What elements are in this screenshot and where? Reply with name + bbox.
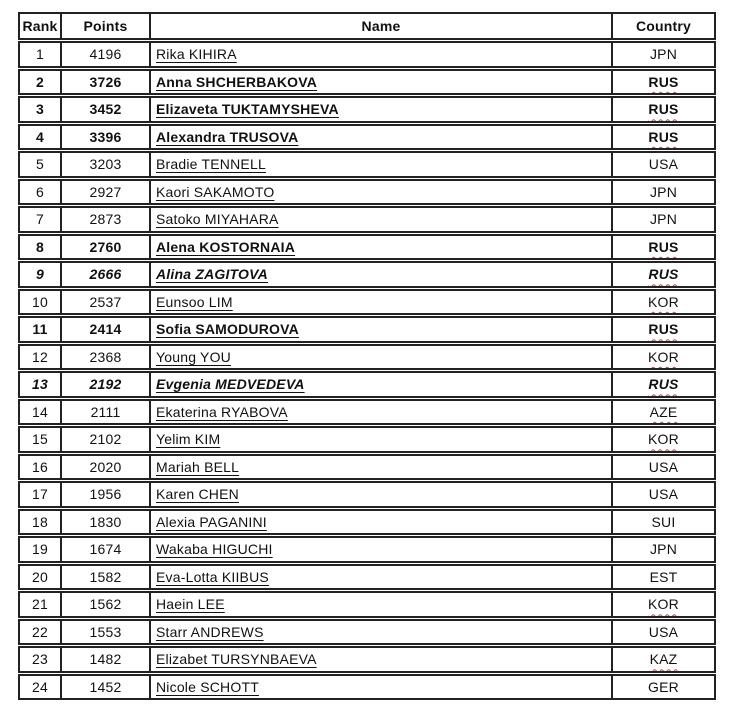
skater-name-link[interactable]: Anna SHCHERBAKOVA [156, 73, 318, 90]
country-cell [613, 593, 714, 616]
table-header-row [18, 12, 716, 40]
country-cell [613, 263, 714, 286]
rank-cell: 21 [20, 593, 62, 616]
points-cell: 1674 [62, 538, 151, 561]
country-cell [613, 621, 714, 644]
skater-name-link[interactable]: Eva-Lotta KIIBUS [156, 568, 269, 585]
rank-cell: 22 [20, 621, 62, 644]
country-cell [613, 346, 714, 369]
country-cell [613, 291, 714, 314]
country-code: RUS [648, 101, 679, 118]
points-cell: 3203 [62, 153, 151, 176]
rank-cell: 17 [20, 483, 62, 506]
points-cell: 2020 [62, 456, 151, 479]
country-cell [613, 71, 714, 94]
table-row [18, 316, 716, 343]
table-row [18, 206, 716, 233]
rank-cell: 2 [20, 71, 62, 94]
skater-name-link[interactable]: Ekaterina RYABOVA [156, 403, 288, 420]
points-cell: 1553 [62, 621, 151, 644]
table-row [18, 454, 716, 481]
skater-name-link[interactable]: Starr ANDREWS [156, 623, 264, 640]
header-rank: Rank [20, 14, 62, 38]
points-cell: 1562 [62, 593, 151, 616]
rank-cell: 8 [20, 236, 62, 259]
points-cell: 1452 [62, 676, 151, 699]
table-row [18, 536, 716, 563]
country-code: USA [648, 458, 679, 475]
name-cell [151, 126, 613, 149]
country-code: JPN [649, 541, 678, 558]
table-row [18, 41, 716, 68]
name-cell [151, 373, 613, 396]
points-cell: 3452 [62, 98, 151, 121]
country-code: JPN [649, 183, 678, 200]
country-code: RUS [648, 73, 679, 90]
country-cell [613, 126, 714, 149]
country-cell [613, 98, 714, 121]
skater-name-link[interactable]: Wakaba HIGUCHI [156, 541, 273, 558]
country-code: KOR [648, 293, 679, 310]
table-row [18, 564, 716, 591]
table-row [18, 674, 716, 701]
table-row [18, 371, 716, 398]
skater-name-link[interactable]: Elizaveta TUKTAMYSHEVA [156, 101, 339, 118]
skater-name-link[interactable]: Nicole SCHOTT [156, 678, 259, 695]
skater-name-link[interactable]: Karen CHEN [156, 486, 239, 503]
name-cell [151, 181, 613, 204]
country-cell [613, 538, 714, 561]
rank-cell: 16 [20, 456, 62, 479]
skater-name-link[interactable]: Eunsoo LIM [156, 293, 233, 310]
rank-cell: 1 [20, 43, 62, 66]
country-code: JPN [649, 46, 678, 63]
name-cell [151, 428, 613, 451]
name-cell [151, 318, 613, 341]
country-code: RUS [648, 238, 679, 255]
points-cell: 4196 [62, 43, 151, 66]
table-row [18, 344, 716, 371]
country-code: RUS [648, 321, 679, 338]
name-cell [151, 43, 613, 66]
country-code: RUS [648, 128, 679, 145]
name-cell [151, 648, 613, 671]
name-cell [151, 153, 613, 176]
points-cell: 2102 [62, 428, 151, 451]
rank-cell: 3 [20, 98, 62, 121]
country-code: USA [648, 156, 679, 173]
points-cell: 3396 [62, 126, 151, 149]
rank-cell: 4 [20, 126, 62, 149]
skater-name-link[interactable]: Alena KOSTORNAIA [156, 238, 296, 255]
skater-name-link[interactable]: Young YOU [156, 348, 231, 365]
country-cell [613, 236, 714, 259]
rank-cell: 14 [20, 401, 62, 424]
header-country: Country [635, 18, 692, 34]
country-code: KAZ [649, 651, 678, 668]
country-code: SUI [651, 513, 676, 530]
rank-cell: 12 [20, 346, 62, 369]
table-row [18, 124, 716, 151]
table-row [18, 234, 716, 261]
table-row [18, 261, 716, 288]
points-cell: 2414 [62, 318, 151, 341]
points-cell: 2537 [62, 291, 151, 314]
rank-cell: 6 [20, 181, 62, 204]
skater-name-link[interactable]: Rika KIHIRA [156, 46, 237, 63]
points-cell: 2111 [62, 401, 151, 424]
rank-cell: 23 [20, 648, 62, 671]
name-cell [151, 538, 613, 561]
points-cell: 2760 [62, 236, 151, 259]
name-cell [151, 346, 613, 369]
standings-table [18, 12, 716, 701]
table-row [18, 619, 716, 646]
table-body [18, 41, 716, 700]
table-row [18, 69, 716, 96]
table-row [18, 646, 716, 673]
country-cell [613, 153, 714, 176]
country-cell [613, 511, 714, 534]
table-row [18, 289, 716, 316]
country-cell [613, 648, 714, 671]
country-code: KOR [648, 596, 679, 613]
country-code: RUS [648, 266, 679, 283]
name-cell [151, 456, 613, 479]
table-row [18, 151, 716, 178]
name-cell [151, 593, 613, 616]
table-row [18, 591, 716, 618]
skater-name-link[interactable]: Sofia SAMODUROVA [156, 321, 299, 338]
points-cell: 1956 [62, 483, 151, 506]
points-cell: 2927 [62, 181, 151, 204]
country-cell [613, 566, 714, 589]
points-cell: 1830 [62, 511, 151, 534]
points-cell: 2666 [62, 263, 151, 286]
rank-cell: 11 [20, 318, 62, 341]
rank-cell: 19 [20, 538, 62, 561]
table-row [18, 426, 716, 453]
country-code: RUS [648, 376, 679, 393]
name-cell [151, 208, 613, 231]
table-row [18, 399, 716, 426]
rank-cell: 18 [20, 511, 62, 534]
country-cell [613, 456, 714, 479]
skater-name-link[interactable]: Evgenia MEDVEDEVA [156, 376, 305, 393]
name-cell [151, 263, 613, 286]
country-code: USA [648, 486, 679, 503]
name-cell [151, 98, 613, 121]
country-code: AZE [649, 403, 678, 420]
name-cell [151, 566, 613, 589]
name-cell [151, 401, 613, 424]
points-cell: 2873 [62, 208, 151, 231]
country-code: USA [648, 623, 679, 640]
name-cell [151, 291, 613, 314]
name-cell [151, 236, 613, 259]
country-cell [613, 483, 714, 506]
rank-cell: 7 [20, 208, 62, 231]
skater-name-link[interactable]: Kaori SAKAMOTO [156, 183, 275, 200]
skater-name-link[interactable]: Mariah BELL [156, 458, 240, 475]
country-cell [613, 401, 714, 424]
table-row [18, 481, 716, 508]
table-row [18, 179, 716, 206]
skater-name-link[interactable]: Alexandra TRUSOVA [156, 128, 299, 145]
header-name: Name [151, 14, 613, 38]
country-code: JPN [649, 211, 678, 228]
country-code: KOR [648, 348, 679, 365]
name-cell [151, 676, 613, 699]
rank-cell: 10 [20, 291, 62, 314]
skater-name-link[interactable]: Alexia PAGANINI [156, 513, 267, 530]
points-cell: 1582 [62, 566, 151, 589]
rank-cell: 24 [20, 676, 62, 699]
rank-cell: 13 [20, 373, 62, 396]
skater-name-link[interactable]: Yelim KIM [156, 431, 221, 448]
rank-cell: 9 [20, 263, 62, 286]
skater-name-link[interactable]: Bradie TENNELL [156, 156, 266, 173]
points-cell: 2368 [62, 346, 151, 369]
country-code: EST [649, 568, 678, 585]
rank-cell: 20 [20, 566, 62, 589]
table-row [18, 509, 716, 536]
country-cell [613, 373, 714, 396]
skater-name-link[interactable]: Satoko MIYAHARA [156, 211, 279, 228]
rank-cell: 5 [20, 153, 62, 176]
country-cell [613, 181, 714, 204]
name-cell [151, 71, 613, 94]
country-cell [613, 676, 714, 699]
name-cell [151, 511, 613, 534]
name-cell [151, 621, 613, 644]
country-cell [613, 318, 714, 341]
points-cell: 1482 [62, 648, 151, 671]
table-row [18, 96, 716, 123]
skater-name-link[interactable]: Elizabet TURSYNBAEVA [156, 651, 317, 668]
points-cell: 3726 [62, 71, 151, 94]
country-cell [613, 43, 714, 66]
points-cell: 2192 [62, 373, 151, 396]
rank-cell: 15 [20, 428, 62, 451]
skater-name-link[interactable]: Alina ZAGITOVA [156, 266, 268, 283]
header-points: Points [62, 14, 151, 38]
name-cell [151, 483, 613, 506]
skater-name-link[interactable]: Haein LEE [156, 596, 225, 613]
country-cell [613, 208, 714, 231]
country-cell [613, 428, 714, 451]
country-code: KOR [648, 431, 679, 448]
country-code: GER [648, 678, 679, 695]
